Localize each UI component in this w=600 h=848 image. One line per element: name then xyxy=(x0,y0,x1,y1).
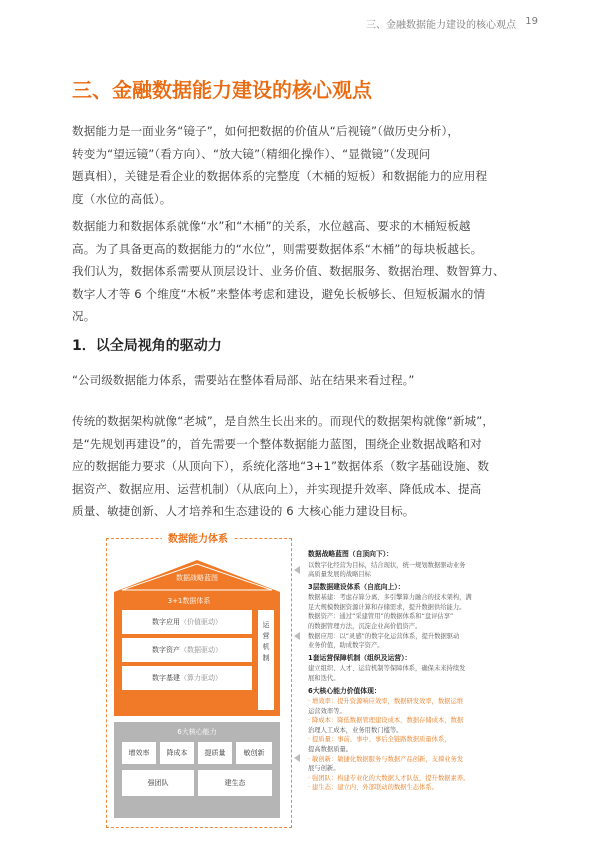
layer-driver: （算力驱动） xyxy=(180,674,222,682)
pointer-arrow-icon xyxy=(294,754,300,762)
pointer-arrow-icon xyxy=(294,566,300,574)
layer-infrastructure xyxy=(122,666,252,690)
figure-note-line: · 建生态：建立内、外部联动的数据生态体系。 xyxy=(308,784,438,792)
figure-note-line: 提高数据质量。 xyxy=(308,746,353,753)
pointer-arrow-icon xyxy=(294,632,300,640)
figure-note-line: 的数据管理方法，沉淀企业高价值资产。 xyxy=(308,623,422,630)
figure-note-line: 展和迭代。 xyxy=(308,674,340,682)
figure-note-line: 治理人工成本，业务用数门槛等。 xyxy=(308,726,403,734)
ops-char: 运 xyxy=(262,621,270,629)
data-capability-figure xyxy=(100,522,520,834)
paragraph-architecture xyxy=(72,410,532,523)
layer-name: 数字基建 xyxy=(152,674,180,682)
paragraph-bucket xyxy=(72,215,532,328)
layer-driver: （价值驱动） xyxy=(180,618,222,626)
strategy-blueprint-label: 数据战略蓝图 xyxy=(176,574,218,582)
paragraph-line: 题真相），关键是看企业的数据体系的完整度（木桶的短板）和数据能力的应用程 xyxy=(72,169,488,183)
layer-name: 数字应用 xyxy=(152,618,180,626)
capability-cell: 敏创新 xyxy=(236,742,272,764)
figure-note-line: · 提质量：事前、事中、事后全链路数据质量体系， xyxy=(308,736,451,744)
figure-note-line: 1套运营保障机制（组织及运营）： xyxy=(308,653,412,662)
paragraph-line: 度（水位的高低）。 xyxy=(72,191,172,206)
data-system-box xyxy=(114,592,280,716)
paragraph-line: 数据能力和数据体系就像“水”和“木桶”的关系，水位越高、要求的木桶短板越 xyxy=(72,219,471,233)
capability-cell: 建生态 xyxy=(198,770,272,796)
paragraph-line: 转变为“望远镜”（看方向）、“放大镜”（精细化操作）、“显微镜”（发现问 xyxy=(72,146,431,161)
subheading: 1．以全局视角的驱动力 xyxy=(72,338,222,354)
paragraph-line: 是“先规划再建设”的，首先需要一个整体数据能力蓝图，围绕企业数据战略和对 xyxy=(72,436,482,451)
layer-driver: （数据驱动） xyxy=(180,646,222,654)
figure-note-line: 数据基建：考虑存算分离、多引擎算力融合的技术架构，满 xyxy=(308,594,472,602)
paragraph-line: 数字人才等 6 个维度“木板”来整体考虑和建设，避免长板够长、但短板漏水的情 xyxy=(72,286,486,301)
layer-name: 数字资产 xyxy=(152,646,180,654)
core-capabilities-box xyxy=(114,722,280,818)
figure-note-line: · 强团队：构建专业化的大数据人才队伍，提升数据素养。 xyxy=(308,774,470,782)
paragraph-line: 传统的数据架构就像“老城”，是自然生长出来的。而现代的数据架构就像“新城”， xyxy=(72,414,495,428)
quote: “公司级数据能力体系，需要站在整体看局部、站在结果来看过程。” xyxy=(72,373,415,387)
capability-cell: 降成本 xyxy=(160,742,194,764)
paragraph-line: 高。为了具备更高的数据能力的“水位”，则需要数据体系“木桶”的每块板越长。 xyxy=(72,241,483,256)
figure-note-line: 业务价值，助成数字资产。 xyxy=(308,642,384,650)
layer-application xyxy=(122,610,252,634)
figure-note-line: 以数字化经营为目标，结合现状，统一规划数据驱动业务 xyxy=(308,561,466,569)
operation-mechanism xyxy=(258,610,274,710)
paragraph-line: 据资产、数据应用、运营机制）（从底向上），并实现提升效率、降低成本、提高 xyxy=(72,481,482,496)
running-header: 三、金融数据能力建设的核心观点 xyxy=(366,20,516,31)
figure-note-line: 展与创新。 xyxy=(308,765,340,773)
figure-note-line: 数据应用：以“灵感”的数字化运营体系，提升数据驱动 xyxy=(308,632,460,640)
paragraph-mirror xyxy=(72,120,532,210)
paragraph-line: 我们认为，数据体系需要从顶层设计、业务价值、数据服务、数据治理、数智算力、 xyxy=(72,264,505,278)
figure-note-line: 数据战略蓝图（自顶向下）： xyxy=(308,550,393,558)
figure-note-line: 6大核心能力价值体现： xyxy=(308,686,381,695)
figure-note-line: 数据资产：通过“采建管用”的数据体系和“盘评估享” xyxy=(308,613,454,621)
data-system-label: 3+1数据体系 xyxy=(167,597,211,605)
layer-assets xyxy=(122,638,252,662)
figure-note-line: 建立组织、人才、运营机制等保障体系，确保未来持续发 xyxy=(308,665,466,673)
section-title: 三、金融数据能力建设的核心观点 xyxy=(72,78,372,102)
paragraph-line: 况。 xyxy=(72,309,96,323)
paragraph-line: 数据能力是一面业务“镜子”，如何把数据的价值从“后视镜”（做历史分析）， xyxy=(72,124,460,138)
paragraph-line: 质量、敏捷创新、人才培养和生态建设的 6 大核心能力建设目标。 xyxy=(72,504,415,518)
figure-title: 数据能力体系 xyxy=(162,530,234,545)
page-number: 19 xyxy=(525,16,538,27)
core-capabilities-label: 6大核心能力 xyxy=(177,728,217,736)
figure-note-line: · 降成本：降低数据管理建设成本，数据存储成本，数据 xyxy=(308,717,464,725)
figure-note-line: · 敏创新：敏捷化数据服务与数据产品创新，支撑业务发 xyxy=(308,755,464,763)
ops-char: 营 xyxy=(262,632,270,640)
figure-note-line: 足大规模数据资源计算和存储需求，提升数据供给能力。 xyxy=(308,603,466,611)
capability-cell: 强团队 xyxy=(122,770,194,796)
ops-char: 制 xyxy=(262,654,270,662)
figure-note-line: · 增效率：提升资源响应效率，数据研发效率，数据运维 xyxy=(308,698,464,705)
figure-note-line: 高质量发展的战略目标 xyxy=(308,571,371,579)
paragraph-line: 应的数据能力要求（从顶向下），系统化落地“3+1”数据体系（数字基础设施、数 xyxy=(72,459,490,473)
ops-char: 机 xyxy=(262,643,270,651)
figure-note-line: 3层数据建设体系（自底向上）： xyxy=(308,582,405,591)
capability-cell: 增效率 xyxy=(122,742,156,764)
capability-cell: 提质量 xyxy=(198,742,232,764)
figure-note-line: 运营效率等。 xyxy=(308,707,346,715)
